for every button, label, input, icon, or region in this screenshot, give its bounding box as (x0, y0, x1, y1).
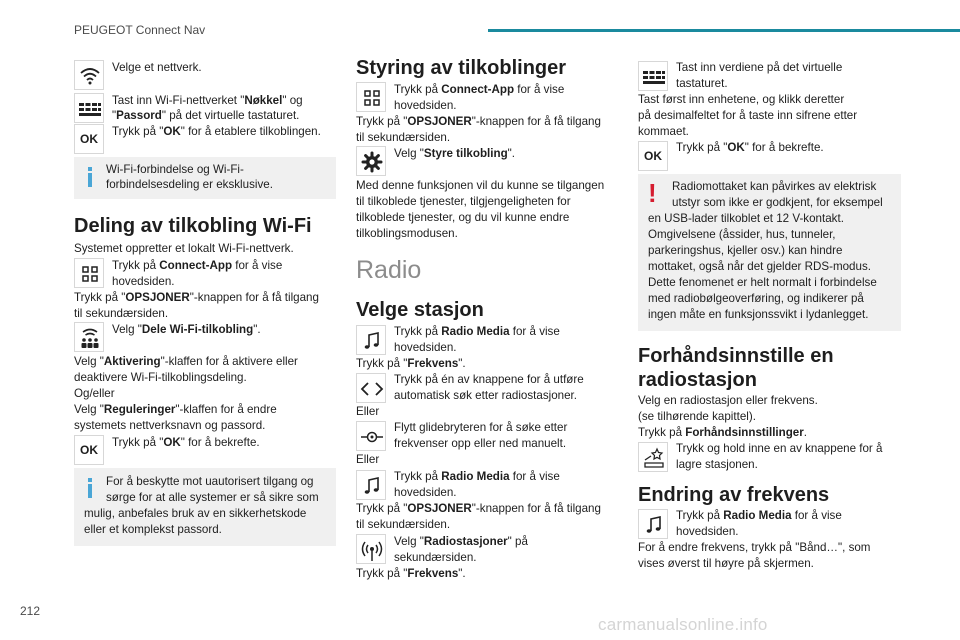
header-title: PEUGEOT Connect Nav (74, 23, 206, 37)
step-enter-key-2: "Passord" på det virtuelle tastaturet. (112, 109, 300, 122)
header-accent-bar (488, 29, 960, 32)
apps-grid-icon (356, 82, 386, 112)
step-presets: Trykk på Forhåndsinnstillinger. (638, 426, 808, 439)
section-heading-manage-connections: Styring av tilkoblinger (356, 57, 567, 79)
radio-station-icon (356, 534, 386, 564)
section-heading-change-frequency: Endring av frekvens (638, 484, 830, 506)
step-options: Trykk på "OPSJONER"-knappen for å få tilgang (74, 291, 319, 304)
frequency-slider-icon (356, 421, 386, 451)
step-confirm: Trykk på "OK" for å bekrefte. (112, 436, 260, 449)
apps-grid-icon (74, 258, 104, 288)
music-note-icon (356, 470, 386, 500)
step-radio-stations: Velg "Radiostasjoner" på (394, 535, 528, 548)
wifi-share-icon (74, 322, 104, 352)
intro-text: Systemet oppretter et lokalt Wi-Fi-nettverk. (74, 242, 294, 255)
page-number: 212 (20, 604, 41, 618)
info-note-exclusive: Wi-Fi-forbindelse og Wi-Fi- forbindelsesdeling er eksklusive. (74, 157, 336, 199)
gear-icon (356, 146, 386, 176)
section-title-radio: Radio (356, 256, 422, 284)
step-settings: Velg "Reguleringer"-klaffen for å endre (74, 403, 277, 416)
section-heading-wifi-sharing: Deling av tilkobling Wi-Fi (74, 215, 312, 237)
section-heading-preset: Forhåndsinnstille en (638, 345, 834, 367)
seek-arrows-icon (356, 373, 386, 403)
step-enter-key: Tast inn Wi-Fi-nettverket "Nøkkel" og (112, 94, 303, 107)
step-connect-app: Trykk på Connect-App for å vise (112, 259, 283, 272)
wifi-icon (74, 60, 104, 90)
warning-icon: ! (648, 178, 657, 208)
preset-star-icon (638, 442, 668, 472)
music-note-icon (638, 509, 668, 539)
step-select-network: Velge et nettverk. (112, 61, 202, 74)
watermark: carmanualsonline.info (598, 615, 768, 634)
step-share-wifi: Velg "Dele Wi-Fi-tilkobling". (112, 323, 261, 336)
ok-button-icon: OK (74, 435, 104, 465)
info-icon (88, 478, 92, 502)
ok-button-icon: OK (638, 141, 668, 171)
step-activation: Velg "Aktivering"-klaffen for å aktivere eller (74, 355, 298, 368)
keyboard-icon (74, 93, 104, 123)
keyboard-icon (638, 61, 668, 91)
music-note-icon (356, 325, 386, 355)
step-manage-connection: Velg "Styre tilkobling". (394, 147, 515, 160)
info-icon (88, 167, 92, 191)
warning-note-reception: ! Radiomottaket kan påvirkes av elektrisk utstyr som ikke er godkjent, for eksempel en USB-lader tilkoblet et 12 V-kontakt. Omgivelsene (åssider, hus, tunneler, parkeringshus, kjeller osv.) kan hindre mottaket, også når det gjelder RDS-modus. Dette fenomenet er helt normalt i forbindelse med radiobølgeoverføring, og indikerer på ingen måte en funksjonssvikt i lydanlegget. (638, 174, 901, 331)
step-press-ok: Trykk på "OK" for å etablere tilkoblingen. (112, 125, 321, 138)
ok-button-icon: OK (74, 124, 104, 154)
subheading-select-station: Velge stasjon (356, 299, 484, 321)
info-note-security: For å beskytte mot uautorisert tilgang og sørge for at alle systemer er så sikre som mulig, anbefales bruk av en sikkerhetskode eller et komplekst passord. (74, 468, 336, 546)
